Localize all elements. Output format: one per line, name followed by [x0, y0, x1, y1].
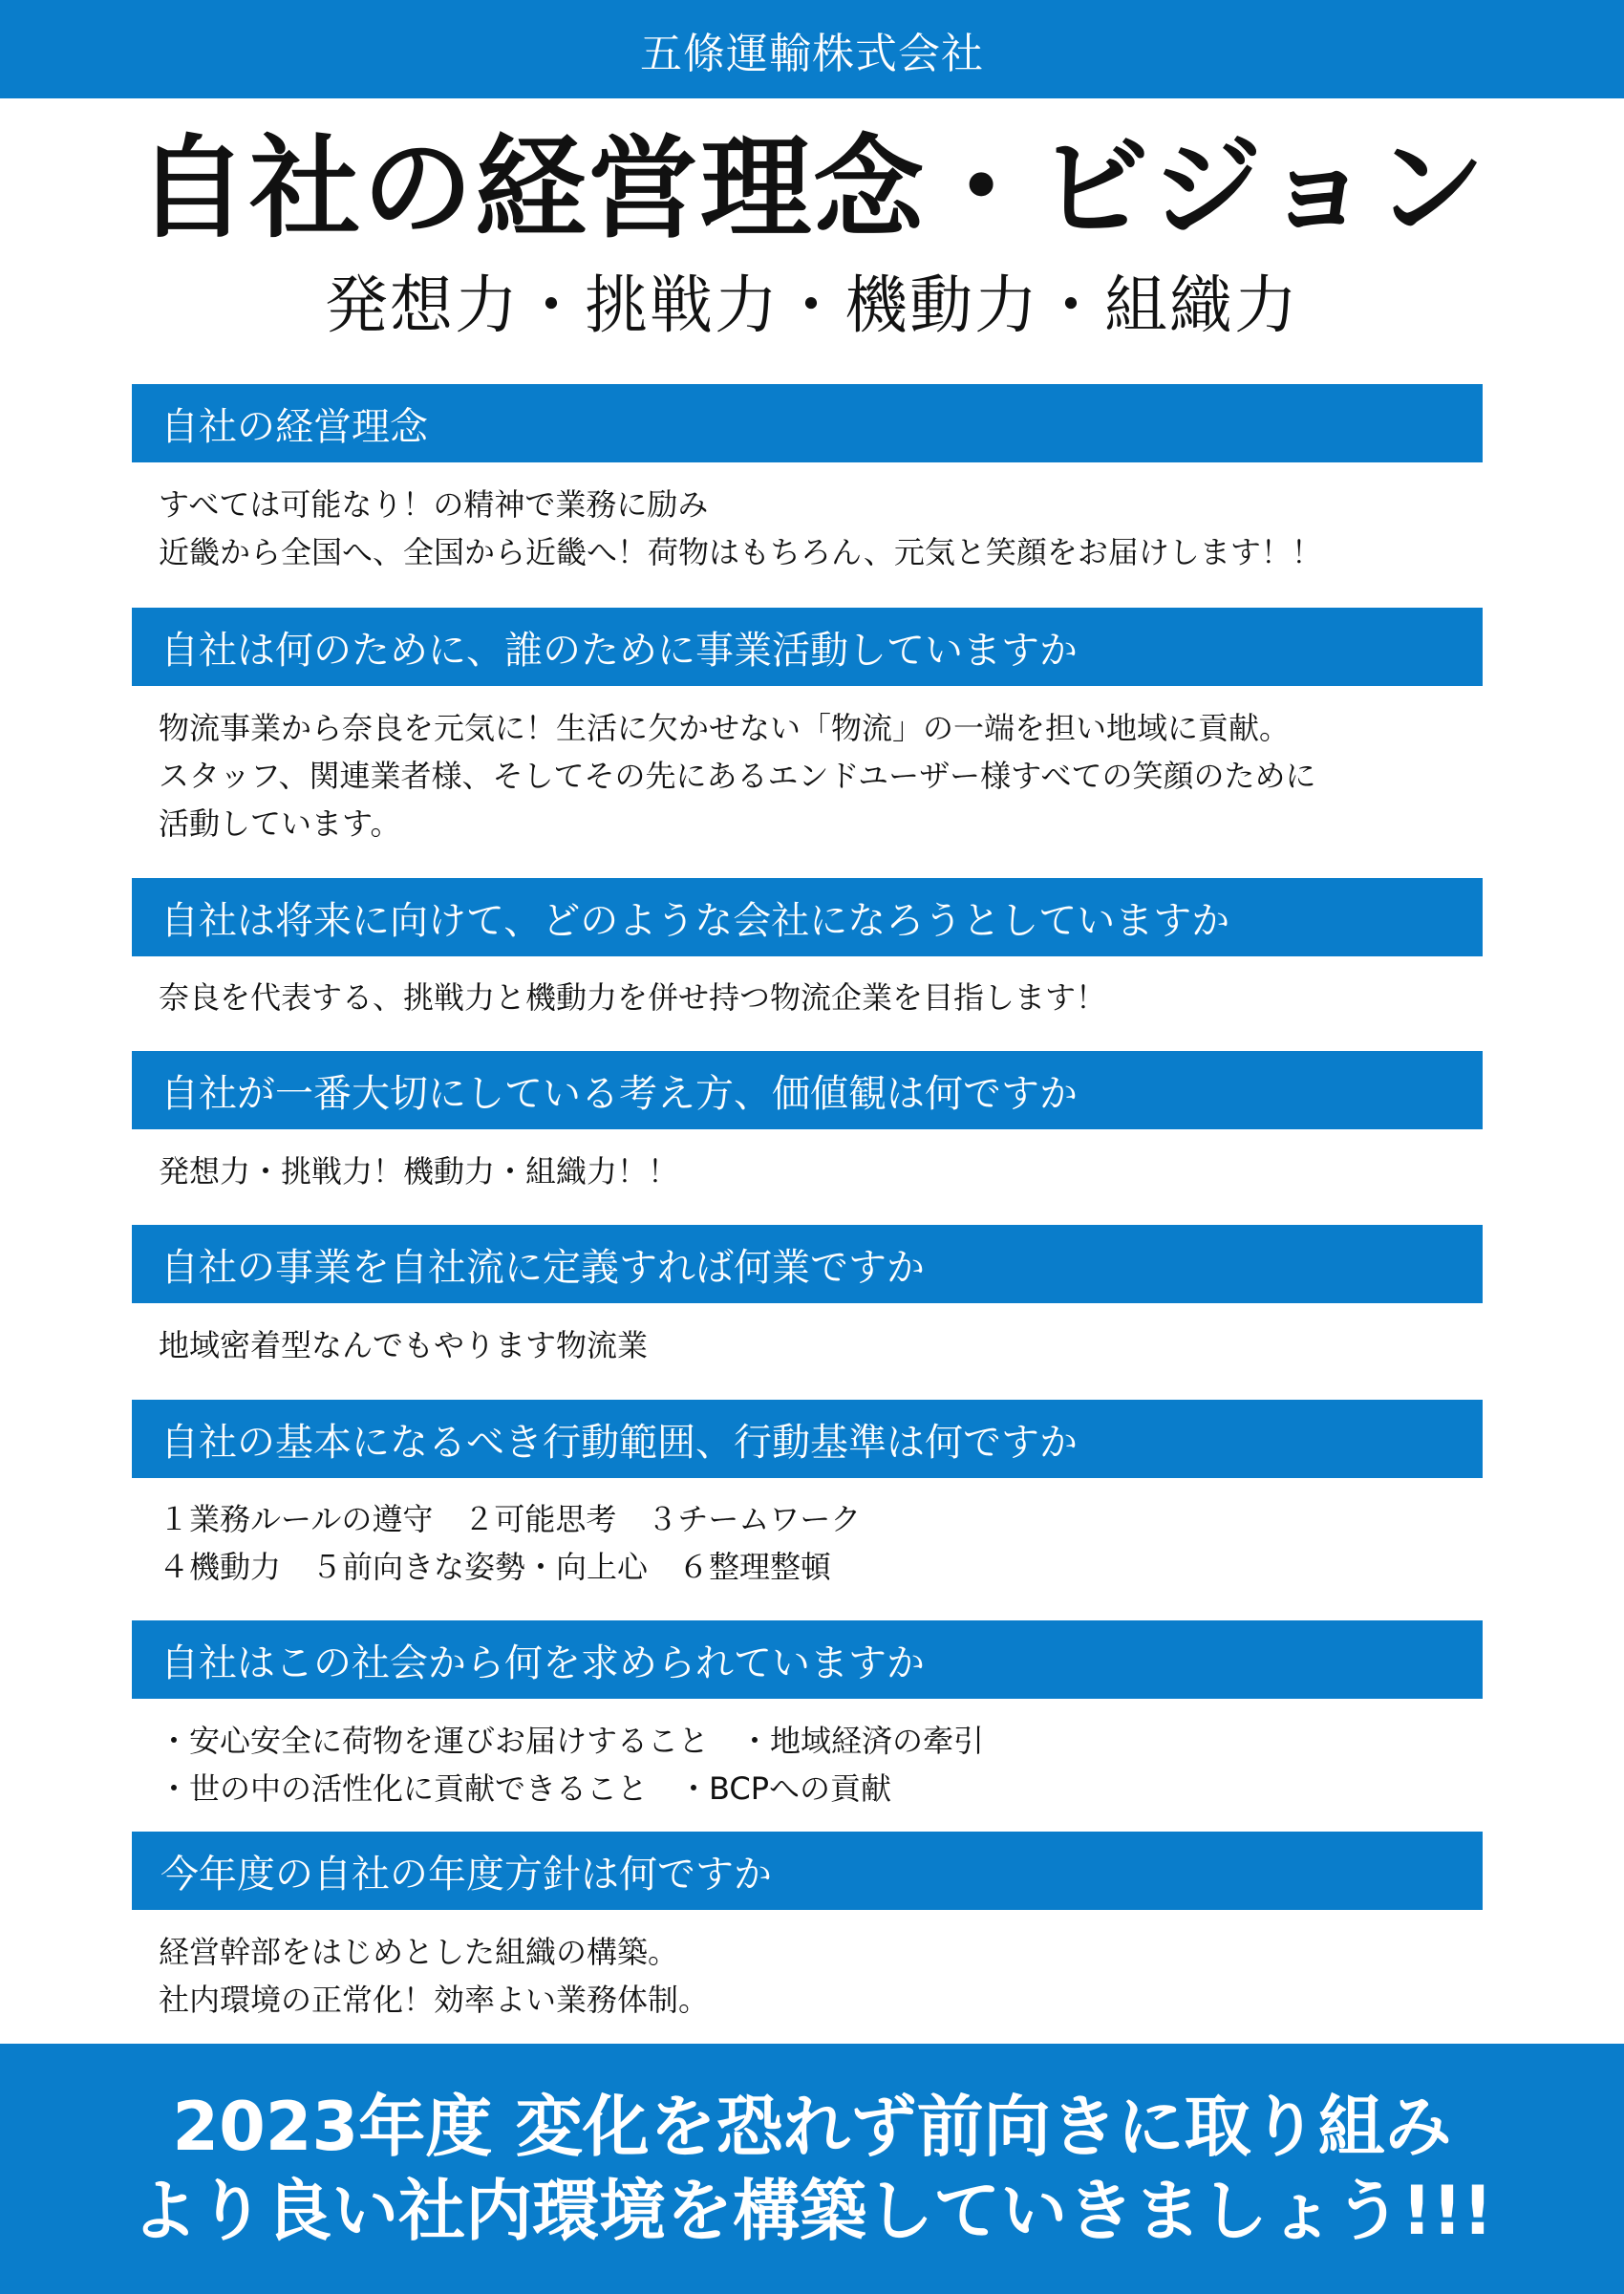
section-line: 発想力・挑戦力！機動力・組織力！！ [159, 1153, 679, 1190]
section-header-code-of-conduct [132, 1400, 1483, 1478]
section-body-purpose [159, 704, 1486, 847]
section-body-code-of-conduct [159, 1495, 1486, 1591]
section-heading: 自社が一番大切にしている考え方、価値観は何ですか [160, 1071, 1078, 1116]
section-line: すべては可能なり！の精神で業務に励み [159, 486, 709, 523]
section-line: 地域密着型なんでもやります物流業 [159, 1327, 649, 1363]
section-line: 社内環境の正常化！効率よい業務体制。 [159, 1982, 710, 2018]
slogan-banner [0, 2044, 1624, 2294]
section-line: １業務ルールの遵守 ２可能思考 ３チームワーク [159, 1501, 862, 1537]
section-header-social-expectations [132, 1620, 1483, 1699]
section-body-values [159, 1147, 1486, 1195]
section-header-future [132, 878, 1483, 956]
section-heading: 自社は将来に向けて、どのような会社になろうとしていますか [160, 898, 1230, 943]
company-header-bar [0, 0, 1624, 98]
section-heading: 今年度の自社の年度方針は何ですか [160, 1852, 772, 1897]
company-name: 五條運輸株式会社 [640, 29, 984, 78]
section-heading: 自社の基本になるべき行動範囲、行動基準は何ですか [160, 1420, 1078, 1465]
section-body-philosophy [159, 481, 1486, 576]
section-header-annual-policy [132, 1832, 1483, 1910]
section-line: 奈良を代表する、挑戦力と機動力を併せ持つ物流企業を目指します！ [159, 979, 1107, 1016]
section-line: 経営幹部をはじめとした組織の構築。 [159, 1934, 679, 1970]
section-line: 物流事業から奈良を元気に！生活に欠かせない「物流」の一端を担い地域に貢献。 [159, 710, 1291, 746]
page-title: 自社の経営理念・ビジョン [137, 124, 1487, 253]
section-line: 近畿から全国へ、全国から近畿へ！荷物はもちろん、元気と笑顔をお届けします！！ [159, 534, 1322, 570]
page-subtitle: 発想力・挑戦力・機動力・組織力 [325, 268, 1299, 342]
section-header-purpose [132, 608, 1483, 686]
section-body-social-expectations [159, 1717, 1486, 1812]
section-line: ４機動力 ５前向きな姿勢・向上心 ６整理整頓 [159, 1549, 832, 1585]
slogan-line-1: 2023年度 変化を恐れず前向きに取り組み [172, 2088, 1452, 2166]
section-line: ・安心安全に荷物を運びお届けすること ・地域経済の牽引 [159, 1723, 985, 1759]
section-line: ・世の中の活性化に貢献できること ・BCPへの貢献 [159, 1770, 892, 1807]
section-body-future [159, 974, 1486, 1021]
slogan-line-2: より良い社内環境を構築していきましょう!!! [131, 2172, 1493, 2250]
section-heading: 自社はこの社会から何を求められていますか [160, 1640, 925, 1685]
section-heading: 自社の経営理念 [160, 404, 428, 449]
section-heading: 自社は何のために、誰のために事業活動していますか [160, 628, 1078, 673]
section-header-values [132, 1051, 1483, 1129]
section-body-business-definition [159, 1321, 1486, 1369]
section-header-business-definition [132, 1225, 1483, 1303]
section-header-philosophy [132, 384, 1483, 462]
section-body-annual-policy [159, 1928, 1486, 2024]
section-line: スタッフ、関連業者様、そしてその先にあるエンドユーザー様すべての笑顔のために [159, 758, 1316, 794]
section-line: 活動しています。 [159, 805, 401, 842]
section-heading: 自社の事業を自社流に定義すれば何業ですか [160, 1245, 925, 1290]
